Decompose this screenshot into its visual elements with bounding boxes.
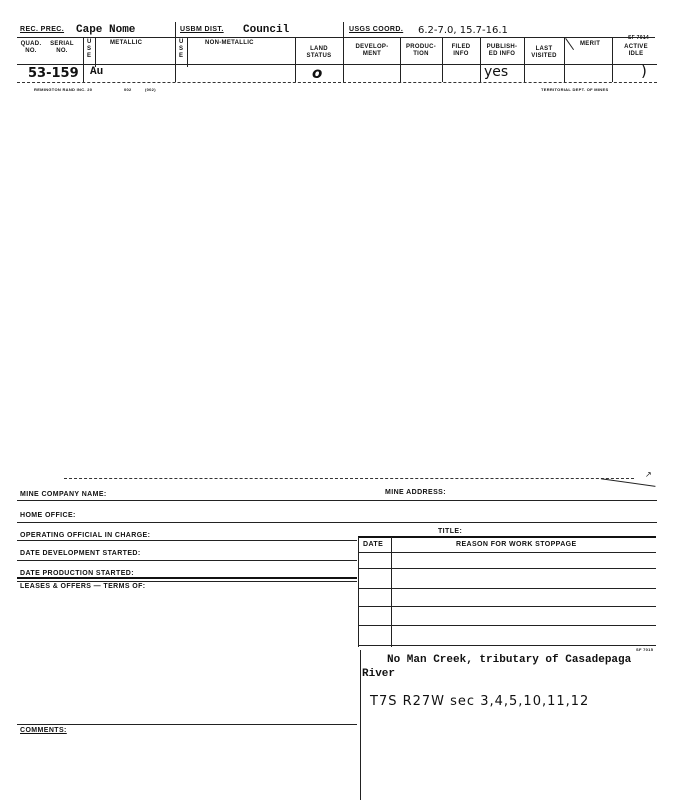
card-corner-mark: ↗ [645,470,652,479]
col-use-left: U S E [87,39,92,59]
usbm-dist-value: Council [243,24,290,36]
mine-company-name-label: MINE COMPANY NAME: [20,491,107,498]
rec-prec-label: REC. PREC. [20,26,65,33]
usbm-dist-label: USBM DIST. [180,26,224,33]
printer-code-2: (002) [145,87,156,92]
stoppage-row-2 [358,588,656,589]
col-published-info: PUBLISH- ED INFO [486,44,518,57]
col-production: PRODUC- TION [405,44,437,57]
form-number-2: SF 7015 [636,647,654,652]
usgs-coord-value: 6.2-7.0, 15.7-16.1 [418,25,508,36]
home-office-rule [17,522,657,523]
date-development-label: DATE DEVELOPMENT STARTED: [20,550,141,557]
merit-mark [565,38,574,50]
col-metallic: METALLIC [110,40,143,46]
reason-header: REASON FOR WORK STOPPAGE [456,541,577,548]
stoppage-row-1 [358,568,656,569]
production-rule-2 [17,581,357,582]
official-rule [17,540,357,541]
comments-label: COMMENTS: [20,727,67,734]
row-active-idle: ) [641,62,647,80]
divider-merit [564,37,565,82]
divider-use-right [187,37,188,67]
row-rule [17,82,657,83]
location-line-2: River [362,668,396,680]
company-rule [17,500,657,501]
department-imprint: TERRITORIAL DEPT. OF MINES [541,87,609,92]
comments-rule [17,724,357,725]
form-number: SF 7014 [628,35,650,41]
divider-filed [442,37,443,82]
col-serial-no: SERIAL NO. [50,41,74,54]
header-divider-2 [343,22,344,82]
usgs-coord-label: USGS COORD. [349,26,404,33]
col-use-right: U S E [179,39,184,59]
date-production-label: DATE PRODUCTION STARTED: [20,570,134,577]
col-active-idle: ACTIVE IDLE [624,44,648,57]
column-header-rule [17,64,657,65]
mine-address-label: MINE ADDRESS: [385,489,446,496]
stoppage-row-3 [358,606,656,607]
header-rule [17,37,655,38]
col-quad-no: QUAD. NO. [20,41,42,54]
col-non-metallic: NON-METALLIC [205,40,254,46]
divider-published [480,37,481,82]
col-filed-info: FILED INFO [451,44,471,57]
address-corner-curve [600,478,656,497]
col-development: DEVELOP- MENT [355,44,389,57]
col-merit: MERIT [580,41,601,47]
divider-land [295,37,296,82]
date-header-rule [358,552,656,553]
date-column-left [358,537,359,647]
divider-last-visited [524,37,525,82]
stoppage-row-4 [358,625,656,626]
date-header: DATE [363,541,384,548]
home-office-label: HOME OFFICE: [20,512,76,519]
printer-imprint: REMINGTON RAND INC. 20 [34,87,93,92]
date-column-right [391,537,392,647]
row-metallic: Au [90,66,104,78]
location-line-1: No Man Creek, tributary of Casadepaga [387,654,632,666]
printer-code: 002 [124,87,132,92]
title-label: TITLE: [438,528,463,535]
card-edge-rule [64,478,634,479]
operating-official-label: OPERATING OFFICIAL IN CHARGE: [20,532,151,539]
divider-use-left [83,37,84,82]
divider-use-left-2 [95,37,96,67]
header-divider-1 [175,22,176,82]
row-quad-serial: 53-159 [28,66,79,81]
remarks-column-line [360,650,361,800]
rec-prec-value: Cape Nome [76,24,136,36]
title-rule [358,536,656,538]
col-last-visited: LAST VISITED [531,46,557,59]
leases-offers-label: LEASES & OFFERS — TERMS OF: [20,583,146,590]
col-land-status: LAND STATUS [306,46,332,59]
development-rule [17,560,357,561]
production-rule [17,577,357,579]
divider-prod [400,37,401,82]
row-published-info: yes [484,64,509,80]
divider-active [612,37,613,82]
row-land-status: o [312,64,323,82]
stoppage-row-5 [358,645,656,646]
township-range-section: T7S R27W sec 3,4,5,10,11,12 [370,694,590,709]
